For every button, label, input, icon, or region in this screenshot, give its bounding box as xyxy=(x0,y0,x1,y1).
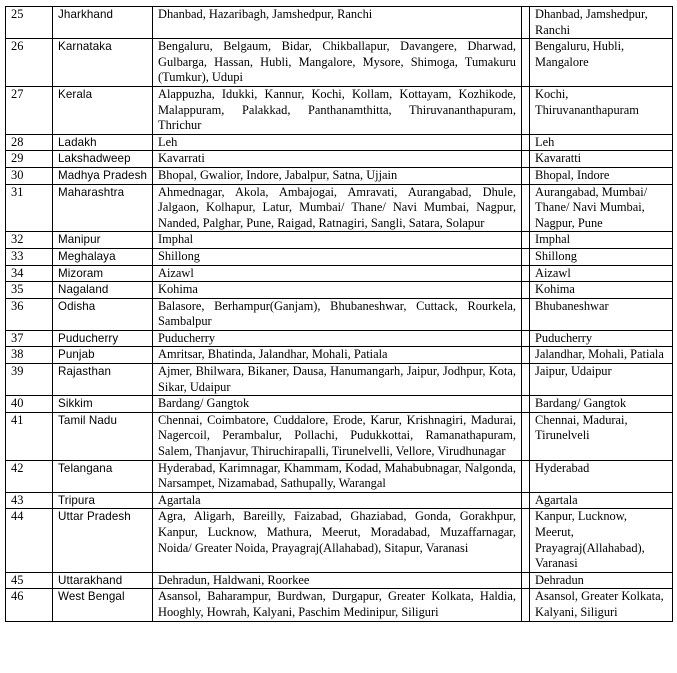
serial-number: 36 xyxy=(6,298,53,330)
major-cities: Kanpur, Lucknow, Meerut, Prayagraj(Allahabad), Varanasi xyxy=(530,509,673,572)
state-name: Sikkim xyxy=(53,396,153,413)
spacer-cell xyxy=(522,396,530,413)
state-name: Rajasthan xyxy=(53,364,153,396)
serial-number: 40 xyxy=(6,396,53,413)
spacer-cell xyxy=(522,364,530,396)
cities-list: Hyderabad, Karimnagar, Khammam, Kodad, Mahabubnagar, Nalgonda, Narsampet, Nizamabad, Sathupally, Warangal xyxy=(153,460,522,492)
major-cities: Dehradun xyxy=(530,572,673,589)
spacer-cell xyxy=(522,330,530,347)
spacer-cell xyxy=(522,39,530,87)
table-row xyxy=(6,265,673,282)
serial-number: 45 xyxy=(6,572,53,589)
major-cities: Aizawl xyxy=(530,265,673,282)
spacer-cell xyxy=(522,509,530,572)
cities-list: Kavarrati xyxy=(153,151,522,168)
table-row xyxy=(6,364,673,396)
cities-list: Ahmednagar, Akola, Ambajogai, Amravati, Aurangabad, Dhule, Jalgaon, Kolhapur, Latur, Mumbai/ Thane/ Navi Mumbai, Nagpur, Nanded, Palghar, Pune, Raigad, Ratnagiri, Sangli, Satara, Solapur xyxy=(153,184,522,232)
major-cities: Bhubaneshwar xyxy=(530,298,673,330)
major-cities: Kochi, Thiruvananthapuram xyxy=(530,86,673,134)
table-row xyxy=(6,167,673,184)
serial-number: 43 xyxy=(6,492,53,509)
table-row xyxy=(6,492,673,509)
table-row xyxy=(6,86,673,134)
major-cities: Asansol, Greater Kolkata, Kalyani, Siliguri xyxy=(530,589,673,621)
cities-list: Chennai, Coimbatore, Cuddalore, Erode, Karur, Krishnagiri, Madurai, Nagercoil, Perambalur, Pollachi, Pudukkottai, Ramanathapuram, Salem, Thanjavur, Thiruchirapalli, Tirunelvelli, Vellore, Virudhunagar xyxy=(153,412,522,460)
major-cities: Kavaratti xyxy=(530,151,673,168)
document-page xyxy=(5,6,672,622)
cities-list: Imphal xyxy=(153,232,522,249)
table-row xyxy=(6,298,673,330)
state-name: Jharkhand xyxy=(53,7,153,39)
major-cities: Jalandhar, Mohali, Patiala xyxy=(530,347,673,364)
serial-number: 33 xyxy=(6,248,53,265)
major-cities: Hyderabad xyxy=(530,460,673,492)
state-name: Tripura xyxy=(53,492,153,509)
major-cities: Puducherry xyxy=(530,330,673,347)
serial-number: 27 xyxy=(6,86,53,134)
major-cities: Agartala xyxy=(530,492,673,509)
serial-number: 26 xyxy=(6,39,53,87)
spacer-cell xyxy=(522,184,530,232)
state-name: Maharashtra xyxy=(53,184,153,232)
spacer-cell xyxy=(522,151,530,168)
spacer-cell xyxy=(522,282,530,299)
serial-number: 38 xyxy=(6,347,53,364)
spacer-cell xyxy=(522,572,530,589)
major-cities: Shillong xyxy=(530,248,673,265)
major-cities: Aurangabad, Mumbai/ Thane/ Navi Mumbai, Nagpur, Pune xyxy=(530,184,673,232)
spacer-cell xyxy=(522,412,530,460)
cities-list: Bhopal, Gwalior, Indore, Jabalpur, Satna, Ujjain xyxy=(153,167,522,184)
major-cities: Chennai, Madurai, Tirunelveli xyxy=(530,412,673,460)
table-row xyxy=(6,347,673,364)
cities-list: Dehradun, Haldwani, Roorkee xyxy=(153,572,522,589)
spacer-cell xyxy=(522,347,530,364)
major-cities: Imphal xyxy=(530,232,673,249)
serial-number: 32 xyxy=(6,232,53,249)
serial-number: 39 xyxy=(6,364,53,396)
cities-list: Leh xyxy=(153,134,522,151)
serial-number: 25 xyxy=(6,7,53,39)
table-row xyxy=(6,509,673,572)
serial-number: 46 xyxy=(6,589,53,621)
table-row xyxy=(6,572,673,589)
cities-list: Asansol, Baharampur, Burdwan, Durgapur, Greater Kolkata, Haldia, Hooghly, Howrah, Kalyani, Paschim Medinipur, Siliguri xyxy=(153,589,522,621)
table-row xyxy=(6,7,673,39)
major-cities: Bengaluru, Hubli, Mangalore xyxy=(530,39,673,87)
state-name: Tamil Nadu xyxy=(53,412,153,460)
cities-list: Shillong xyxy=(153,248,522,265)
table-row xyxy=(6,232,673,249)
cities-list: Dhanbad, Hazaribagh, Jamshedpur, Ranchi xyxy=(153,7,522,39)
serial-number: 31 xyxy=(6,184,53,232)
spacer-cell xyxy=(522,232,530,249)
serial-number: 37 xyxy=(6,330,53,347)
table-row xyxy=(6,151,673,168)
table-row xyxy=(6,589,673,621)
state-name: Meghalaya xyxy=(53,248,153,265)
cities-list: Ajmer, Bhilwara, Bikaner, Dausa, Hanumangarh, Jaipur, Jodhpur, Kota, Sikar, Udaipur xyxy=(153,364,522,396)
state-name: Manipur xyxy=(53,232,153,249)
major-cities: Bhopal, Indore xyxy=(530,167,673,184)
spacer-cell xyxy=(522,86,530,134)
cities-list: Agartala xyxy=(153,492,522,509)
table-row xyxy=(6,248,673,265)
serial-number: 35 xyxy=(6,282,53,299)
table-row xyxy=(6,282,673,299)
table-row xyxy=(6,412,673,460)
state-name: Lakshadweep xyxy=(53,151,153,168)
state-name: Puducherry xyxy=(53,330,153,347)
cities-list: Kohima xyxy=(153,282,522,299)
state-name: Telangana xyxy=(53,460,153,492)
state-name: Nagaland xyxy=(53,282,153,299)
state-name: Mizoram xyxy=(53,265,153,282)
major-cities: Kohima xyxy=(530,282,673,299)
cities-list: Aizawl xyxy=(153,265,522,282)
cities-list: Amritsar, Bhatinda, Jalandhar, Mohali, Patiala xyxy=(153,347,522,364)
spacer-cell xyxy=(522,134,530,151)
state-name: Karnataka xyxy=(53,39,153,87)
spacer-cell xyxy=(522,7,530,39)
state-cities-table xyxy=(5,6,673,622)
spacer-cell xyxy=(522,589,530,621)
state-name: West Bengal xyxy=(53,589,153,621)
table-row xyxy=(6,184,673,232)
spacer-cell xyxy=(522,265,530,282)
serial-number: 30 xyxy=(6,167,53,184)
table-row xyxy=(6,330,673,347)
state-name: Punjab xyxy=(53,347,153,364)
spacer-cell xyxy=(522,460,530,492)
major-cities: Dhanbad, Jamshedpur, Ranchi xyxy=(530,7,673,39)
state-name: Madhya Pradesh xyxy=(53,167,153,184)
table-row xyxy=(6,39,673,87)
table-row xyxy=(6,460,673,492)
cities-list: Balasore, Berhampur(Ganjam), Bhubaneshwar, Cuttack, Rourkela, Sambalpur xyxy=(153,298,522,330)
spacer-cell xyxy=(522,248,530,265)
table-row xyxy=(6,134,673,151)
table-body xyxy=(6,7,673,622)
serial-number: 28 xyxy=(6,134,53,151)
spacer-cell xyxy=(522,492,530,509)
serial-number: 29 xyxy=(6,151,53,168)
cities-list: Agra, Aligarh, Bareilly, Faizabad, Ghaziabad, Gonda, Gorakhpur, Kanpur, Lucknow, Mathura, Meerut, Moradabad, Muzaffarnagar, Noida/ Greater Noida, Prayagraj(Allahabad), Sitapur, Varanasi xyxy=(153,509,522,572)
major-cities: Leh xyxy=(530,134,673,151)
serial-number: 34 xyxy=(6,265,53,282)
major-cities: Jaipur, Udaipur xyxy=(530,364,673,396)
state-name: Kerala xyxy=(53,86,153,134)
state-name: Uttar Pradesh xyxy=(53,509,153,572)
spacer-cell xyxy=(522,298,530,330)
state-name: Uttarakhand xyxy=(53,572,153,589)
serial-number: 42 xyxy=(6,460,53,492)
cities-list: Puducherry xyxy=(153,330,522,347)
cities-list: Alappuzha, Idukki, Kannur, Kochi, Kollam, Kottayam, Kozhikode, Malappuram, Palakkad, Panthanamthitta, Thiruvananthapuram, Thrichur xyxy=(153,86,522,134)
spacer-cell xyxy=(522,167,530,184)
serial-number: 41 xyxy=(6,412,53,460)
major-cities: Bardang/ Gangtok xyxy=(530,396,673,413)
table-row xyxy=(6,396,673,413)
cities-list: Bardang/ Gangtok xyxy=(153,396,522,413)
serial-number: 44 xyxy=(6,509,53,572)
state-name: Ladakh xyxy=(53,134,153,151)
state-name: Odisha xyxy=(53,298,153,330)
cities-list: Bengaluru, Belgaum, Bidar, Chikballapur, Davangere, Dharwad, Gulbarga, Hassan, Hubli, Mangalore, Mysore, Shimoga, Tumakuru (Tumkur), Udupi xyxy=(153,39,522,87)
